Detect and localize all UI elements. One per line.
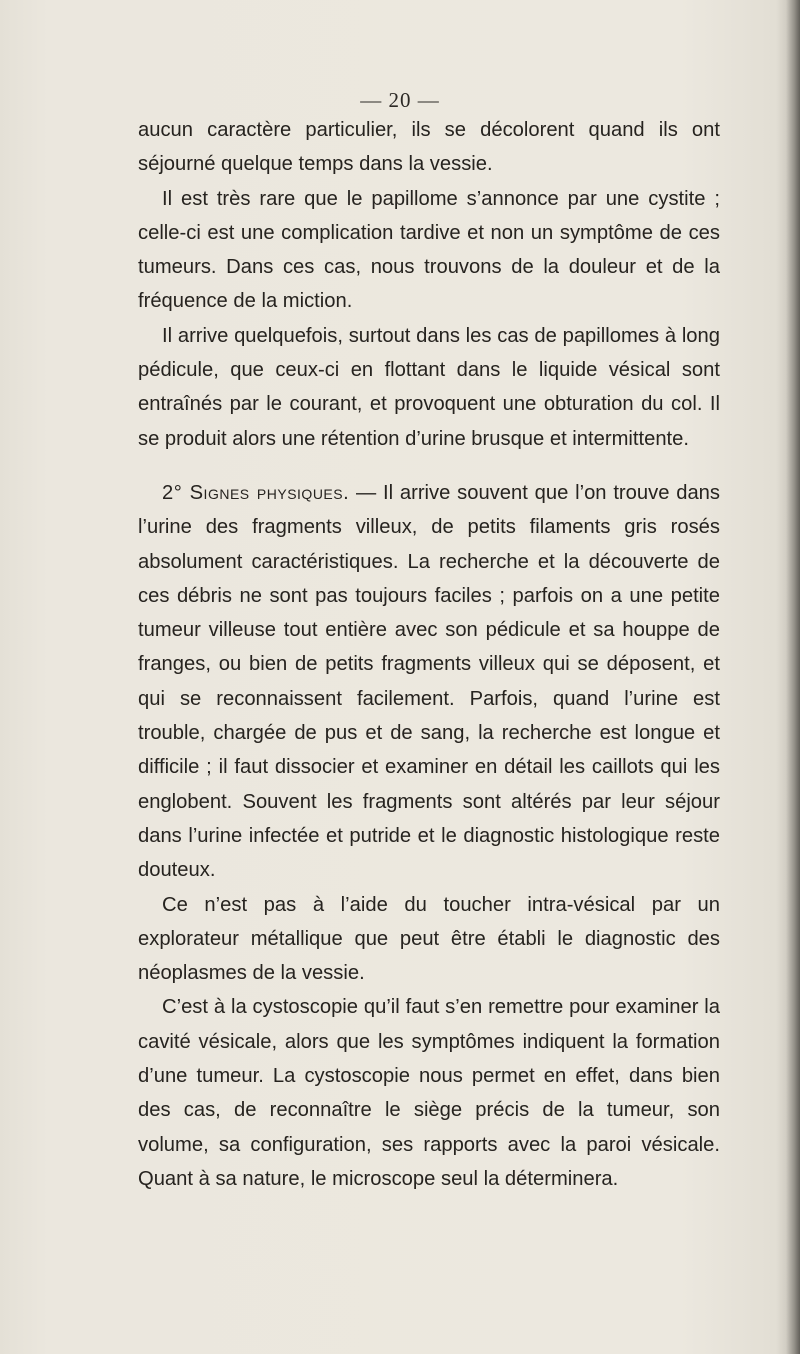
page-number: — 20 — xyxy=(360,88,440,112)
section-text: — Il arrive souvent que l’on trouve dans l’urine des fragments villeux, de petits filaments gris rosés absolument caractéristiques. La recherche et la découverte de ces débris ne sont pas toujours faciles ; parfois on a une petite tumeur villeuse tout entière avec son pédicule et sa houppe de franges, ou bien de petits fragments villeux qui se déposent, et qui se reconnaissent facilement. Parfois, quand l’urine est trouble, chargée de pus et de sang, la recherche est longue et difficile ; il faut dissocier et examiner en détail les caillots qui les englobent. Souvent les fragments sont altérés par leur séjour dans l’urine infectée et putride et le diagnostic histologique reste douteux. xyxy=(138,481,720,882)
page-edge-shadow xyxy=(786,0,800,1354)
paragraph-6: C’est à la cystoscopie qu’il faut s’en remettre pour examiner la cavité vésicale, alors que les symptômes indiquent la formation d’une tumeur. La cystoscopie nous permet en effet, dans bien des cas, de reconnaître le siège précis de la tumeur, son volume, sa configuration, ses rapports avec la paroi vésicale. Quant à sa nature, le microscope seul la déterminera. xyxy=(138,996,720,1190)
paragraph-signes-physiques xyxy=(138,476,720,888)
paragraph-5: Ce n’est pas à l’aide du toucher intra-vésical par un explorateur métallique que peut être établi le diagnostic des néoplasmes de la vessie. xyxy=(138,893,720,985)
body-text xyxy=(138,113,720,1196)
section-heading: 2° Signes physiques. xyxy=(162,481,350,504)
paragraph-2: Il est très rare que le papillome s’annonce par une cystite ; celle-ci est une complication tardive et non un symptôme de ces tumeurs. Dans ces cas, nous trouvons de la douleur et de la fréquence de la miction. xyxy=(138,187,720,313)
paragraph-1: aucun caractère particulier, ils se décolorent quand ils ont séjourné quelque temps dans la vessie. xyxy=(138,119,720,176)
paragraph-3: Il arrive quelquefois, surtout dans les cas de papillomes à long pédicule, que ceux-ci en flottant dans le liquide vésical sont entraînés par le courant, et provoquent une obturation du col. Il se produit alors une rétention d’urine brusque et intermittente. xyxy=(138,324,720,450)
